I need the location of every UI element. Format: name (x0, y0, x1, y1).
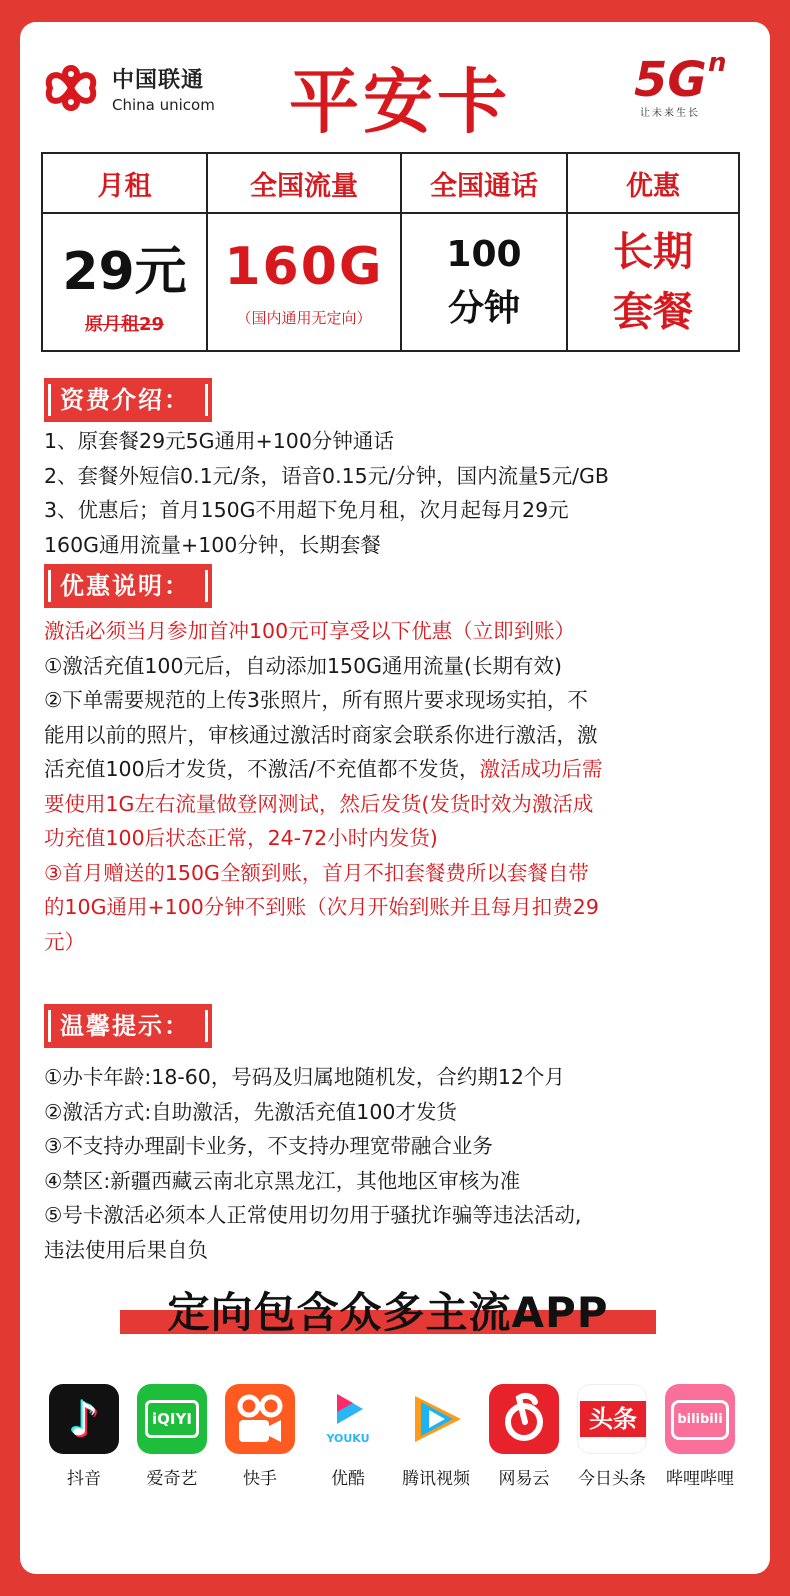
kuaishou-icon (225, 1384, 295, 1454)
bilibili-glyph: bilibili (671, 1400, 729, 1440)
app-label: 腾讯视频 (402, 1469, 470, 1489)
toutiao-glyph: 头条 (580, 1401, 646, 1437)
data-amount: 160G (224, 236, 384, 297)
unicom-logo (36, 62, 215, 114)
tencent-video-icon (401, 1384, 471, 1454)
app-label: 快手 (243, 1469, 277, 1489)
original-fee: 原月租29 (84, 313, 165, 335)
iqiyi-icon (137, 1384, 207, 1454)
app-label: 抖音 (67, 1469, 101, 1489)
app-kuaishou[interactable] (220, 1384, 300, 1489)
calls-amount: 100 (446, 234, 522, 275)
fees-section-title: 资费介绍： (44, 378, 212, 422)
unicom-knot-icon (36, 62, 106, 114)
brand-cn: 中国联通 (112, 67, 205, 93)
slogan: 让未来生长 (640, 108, 700, 119)
header-calls: 全国通话 (401, 153, 567, 213)
cell-calls (401, 213, 567, 351)
brand-en: China unicom (112, 95, 215, 114)
app-label: 网易云 (498, 1469, 550, 1489)
iqiyi-glyph: iQIYI (145, 1400, 199, 1438)
toutiao-icon (577, 1384, 647, 1454)
tip-line: 违法使用后果自负 (44, 1237, 208, 1262)
tencent-video-glyph (401, 1384, 471, 1454)
fee-line: 3、优惠后；首月150G不用超下免月租，次月起每月29元 (44, 498, 569, 522)
tips-section-title: 温馨提示： (44, 1004, 212, 1048)
app-label: 今日头条 (578, 1469, 646, 1489)
bilibili-icon (665, 1384, 735, 1454)
fee-line: 1、原套餐29元5G通用+100分钟通话 (44, 429, 394, 453)
promo-line (44, 752, 734, 787)
promo-intro: 激活必须当月参加首冲100元可享受以下优惠（立即到账） (44, 619, 576, 643)
youku-text: YOUKU (326, 1432, 370, 1445)
fees-list (44, 424, 734, 562)
5g-logo (634, 48, 754, 119)
monthly-fee: 29元 (62, 241, 187, 302)
offer-line2: 套餐 (613, 289, 693, 335)
header-monthly-fee: 月租 (42, 153, 207, 213)
app-list (44, 1384, 744, 1514)
promo-line: 能用以前的照片，审核通过激活时商家会联系你进行激活，激 (44, 722, 598, 747)
netease-music-glyph (489, 1384, 559, 1454)
app-netease-music[interactable] (484, 1384, 564, 1489)
tip-line: ②激活方式:自助激活，先激活充值100才发货 (44, 1099, 457, 1124)
promo-text: 活充值100后才发货，不激活/不充值都不发货， (44, 757, 480, 781)
plan-table (41, 152, 740, 352)
poster-card (20, 22, 770, 1574)
promo-line: 功充值100后状态正常，24-72小时内发货) (44, 826, 438, 850)
app-label: 优酷 (331, 1469, 365, 1489)
data-note: （国内通用无定向） (236, 308, 372, 327)
promo-text-red: 激活成功后需 (479, 757, 603, 781)
promo-line: ②下单需要规范的上传3张照片，所有照片要求现场实拍，不 (44, 688, 588, 712)
app-label: 哔哩哔哩 (666, 1469, 734, 1489)
fee-line: 2、套餐外短信0.1元/条，语音0.15元/分钟，国内流量5元/GB (44, 463, 609, 488)
app-banner (120, 1280, 656, 1338)
app-iqiyi[interactable] (132, 1384, 212, 1489)
network-sup: n (708, 48, 727, 78)
app-bilibili[interactable] (660, 1384, 740, 1489)
kuaishou-glyph (225, 1384, 295, 1454)
calls-unit: 分钟 (447, 288, 520, 329)
youku-icon (313, 1384, 383, 1454)
app-douyin[interactable] (44, 1384, 124, 1489)
header-offer: 优惠 (567, 153, 739, 213)
tip-line: ⑤号卡激活必须本人正常使用切勿用于骚扰诈骗等违法活动, (44, 1203, 582, 1227)
promo-line: 元） (44, 929, 85, 954)
promo-line: ①激活充值100元后，自动添加150G通用流量(长期有效) (44, 653, 563, 678)
cell-offer (567, 213, 739, 351)
offer-line1: 长期 (613, 229, 693, 275)
header-data: 全国流量 (207, 153, 401, 213)
promo-line: ③首月赠送的150G全额到账，首月不扣套餐费所以套餐自带 (44, 860, 589, 885)
app-label: 爱奇艺 (146, 1469, 198, 1489)
tip-line: ④禁区:新疆西藏云南北京黑龙江，其他地区审核为准 (44, 1168, 521, 1193)
promo-list (44, 614, 734, 959)
promo-section-title: 优惠说明： (44, 564, 212, 608)
promo-line: 的10G通用+100分钟不到账（次月开始到账并且每月扣费29 (44, 895, 599, 919)
promo-line: 要使用1G左右流量做登网测试，然后发货(发货时效为激活成 (44, 791, 594, 816)
banner-text: 定向包含众多主流APP (167, 1288, 609, 1337)
cell-data (207, 213, 401, 351)
network-label: 5G (634, 52, 707, 108)
tips-list (44, 1060, 734, 1267)
douyin-glyph: ♪ (69, 1392, 99, 1446)
youku-glyph (313, 1384, 383, 1434)
page-title: 平安卡 (289, 60, 511, 143)
app-youku[interactable] (308, 1384, 388, 1489)
douyin-icon (49, 1384, 119, 1454)
netease-music-icon (489, 1384, 559, 1454)
app-tencent-video[interactable] (396, 1384, 476, 1489)
app-toutiao[interactable] (572, 1384, 652, 1489)
tip-line: ①办卡年龄:18-60，号码及归属地随机发，合约期12个月 (44, 1065, 565, 1089)
fee-line: 160G通用流量+100分钟，长期套餐 (44, 532, 381, 557)
cell-monthly-fee (42, 213, 207, 351)
tip-line: ③不支持办理副卡业务，不支持办理宽带融合业务 (44, 1134, 493, 1158)
